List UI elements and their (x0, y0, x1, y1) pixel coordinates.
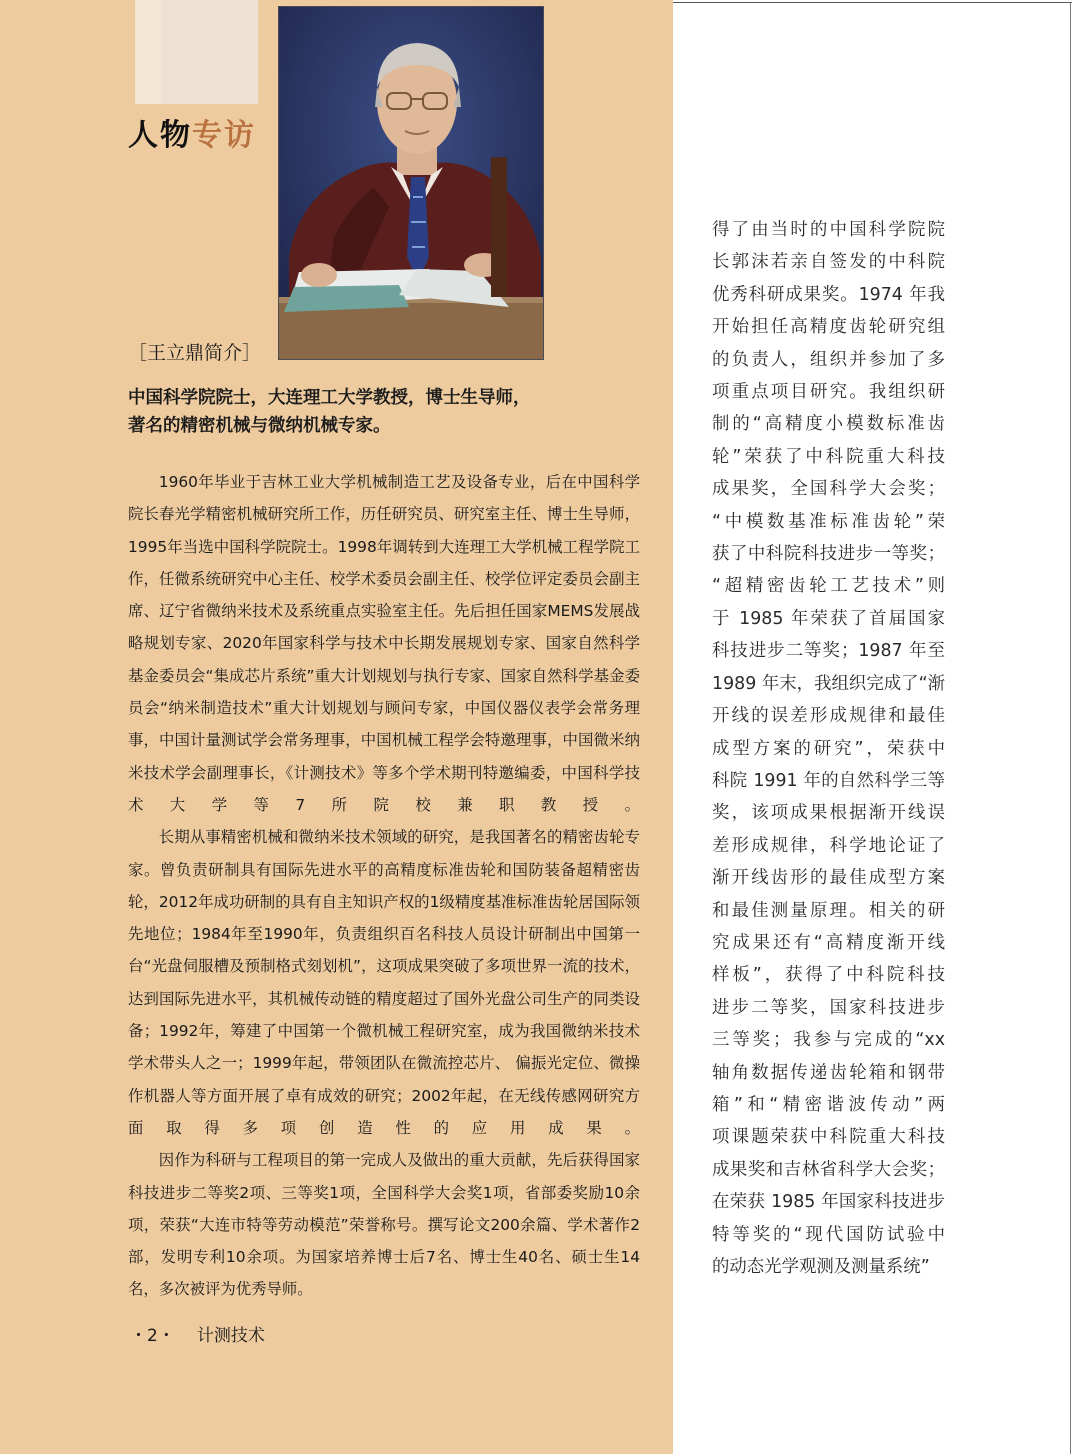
text-line: 制的“高精度小模数标准齿 (712, 414, 945, 435)
portrait-photo (278, 6, 544, 360)
text-line: “超精密齿轮工艺技术”则 (712, 576, 945, 597)
text-line: 和最佳测量原理。相关的研 (712, 900, 945, 921)
text-line: 三等奖；我参与完成的“xx (712, 1030, 945, 1051)
text-line: 的负责人，组织并参加了多 (712, 349, 945, 370)
page-number: ・2・ (130, 1326, 175, 1346)
page-footer (130, 1323, 265, 1349)
text-line: 的动态光学观测及测量系统” (712, 1257, 930, 1277)
section-title (128, 114, 256, 158)
right-edge-rule (1070, 2, 1071, 1454)
headline-line: 中国科学院院士，大连理工大学教授，博士生导师， (128, 388, 531, 408)
text-line: 成果奖，全国科学大会奖； (712, 479, 945, 500)
text-line: 特等奖的“现代国防试验中 (712, 1224, 945, 1245)
text-line: 项重点项目研究。我组织研 (712, 382, 945, 403)
text-line: 差形成规律，科学地论证了 (712, 835, 945, 856)
text-line: 项课题荣获中科院重大科技 (712, 1127, 945, 1148)
headline-line: 著名的精密机械与微纳机械专家。 (128, 416, 391, 436)
text-line: 轮”荣获了中科院重大科技 (712, 446, 945, 467)
section-tab-block (135, 0, 258, 104)
journal-name: 计测技术 (196, 1326, 265, 1346)
text-line: 成型方案的研究”，荣获中 (712, 738, 945, 759)
section-title-part1: 人物 (128, 118, 192, 153)
text-line: 奖，该项成果根据渐开线误 (712, 803, 945, 824)
text-line: 轴角数据传递齿轮箱和钢带 (712, 1062, 945, 1083)
top-rule (673, 2, 1072, 3)
text-line: 得了由当时的中国科学院院 (712, 220, 945, 240)
text-line: 1989 年末，我组织完成了“渐 (712, 673, 945, 694)
text-line: “中模数基准标准齿轮”荣 (712, 511, 945, 532)
headline (128, 384, 648, 440)
text-line: 样板”，获得了中科院科技 (712, 965, 945, 986)
text-line: 成果奖和吉林省科学大会奖； (712, 1159, 945, 1180)
text-line: 优秀科研成果奖。1974 年我 (712, 284, 945, 305)
intro-label: ［王立鼎简介］ (128, 342, 262, 364)
bio-paragraph: 长期从事精密机械和微纳米技术领域的研究，是我国著名的精密齿轮专家。曾负责研制具有国际先进水平的高精度标准齿轮和国防装备超精密齿轮，2012年成功研制的具有自主知识产权的1级精度基准标准齿轮居国际领先地位；1984年至1990年，负责组织百名科技人员设计研制出中国第一台“光盘伺服槽及预制格式刻划机”，这项成果突破了多项世界一流的技术，达到国际先进水平，其机械传动链的精度超过了国外光盘公司生产的同类设备；1992年，筹建了中国第一个微机械工程研究室，成为我国微纳米技术学术带头人之一；1999年起，带领团队在微流控芯片、 偏振光定位、微操作机器人等方面开展了卓有成效的研究；2002年起，在无线传感网研究方面取得多项创造性的应用成果。 (128, 828, 640, 1137)
text-line: 渐开线齿形的最佳成型方案 (712, 868, 945, 889)
text-line: 在荣获 1985 年国家科技进步 (712, 1192, 945, 1213)
portrait-illustration (279, 7, 544, 360)
text-line: 于 1985 年荣获了首届国家 (712, 608, 945, 629)
text-line: 究成果还有“高精度渐开线 (712, 932, 945, 953)
bio-paragraph: 1960年毕业于吉林工业大学机械制造工艺及设备专业，后在中国科学院长春光学精密机械研究所工作，历任研究员、研究室主任、博士生导师，1995年当选中国科学院院士。1998年调转到大连理工大学机械工程学院工作，任微系统研究中心主任、校学术委员会副主任、校学位评定委员会副主席、辽宁省微纳米技术及系统重点实验室主任。先后担任国家MEMS发展战略规划专家、2020年国家科学与技术中长期发展规划专家、国家自然科学基金委员会“集成芯片系统”重大计划规划与执行专家、国家自然科学基金委员会“纳米制造技术”重大计划规划与顾问专家，中国仪器仪表学会常务理事，中国计量测试学会常务理事，中国机械工程学会特邀理事，中国微米纳米技术学会副理事长，《计测技术》等多个学术期刊特邀编委，中国科学技术大学等7所院校兼职教授。 (128, 473, 640, 814)
text-line: 科院 1991 年的自然科学三等 (712, 770, 945, 791)
bio-text (128, 466, 640, 1306)
text-line: 科技进步二等奖；1987 年至 (712, 641, 945, 662)
bio-paragraph: 因作为科研与工程项目的第一完成人及做出的重大贡献，先后获得国家科技进步二等奖2项、三等奖1项，全国科学大会奖1项，省部委奖励10余项，荣获“大连市特等劳动模范”荣誉称号。撰写论文200余篇、学术著作2部，发明专利10余项。为国家培养博士后7名、博士生40名、硕士生14名，多次被评为优秀导师。 (128, 1151, 640, 1299)
text-line: 长郭沫若亲自签发的中科院 (712, 252, 945, 273)
section-title-part2: 专访 (192, 118, 256, 153)
text-line: 获了中科院科技进步一等奖； (712, 544, 945, 565)
text-line: 开始担任高精度齿轮研究组 (712, 317, 945, 338)
right-column-text (712, 214, 945, 1283)
text-line: 开线的误差形成规律和最佳 (712, 706, 945, 727)
text-line: 进步二等奖，国家科技进步 (712, 997, 945, 1018)
text-line: 箱”和“精密谐波传动”两 (712, 1094, 945, 1115)
